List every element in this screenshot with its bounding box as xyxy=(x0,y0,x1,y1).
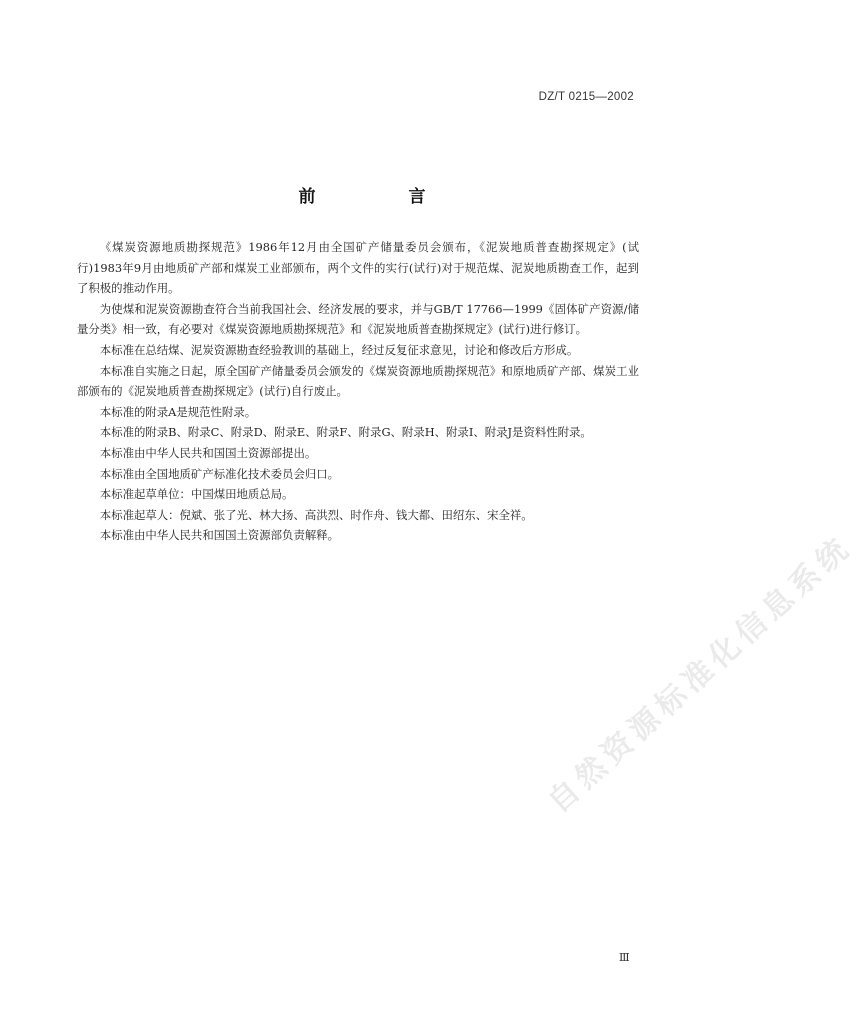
paragraph-history: 《煤炭资源地质勘探规范》1986年12月由全国矿产储量委员会颁布，《泥炭地质普查勘探规定》(试行)1983年9月由地质矿产部和煤炭工业部颁布，两个文件的实行(试行)对于规范煤、泥炭地质勘查工作，起到了积极的推动作用。 xyxy=(77,240,639,296)
foreword-body xyxy=(77,237,639,546)
watermark: 自然资源标准化信息系统 xyxy=(541,529,860,821)
paragraph-drafting-unit: 本标准起草单位：中国煤田地质总局。 xyxy=(99,487,294,502)
paragraph-normative-appendix: 本标准的附录A是规范性附录。 xyxy=(99,404,257,419)
paragraph-informative-appendices: 本标准的附录B、附录C、附录D、附录E、附录F、附录G、附录H、附录I、附录J是资料性附录。 xyxy=(99,425,592,440)
paragraph-administrator: 本标准由全国地质矿产标准化技术委员会归口。 xyxy=(99,466,340,481)
paragraph-proposer: 本标准由中华人民共和国国土资源部提出。 xyxy=(99,445,317,460)
paragraph-revision-purpose: 为使煤和泥炭资源勘查符合当前我国社会、经济发展的要求，并与GB/T 17766—1999《固体矿产资源/储量分类》相一致，有必要对《煤炭资源地质勘探规范》和《泥炭地质普查勘探规定》(试行)进行修订。 xyxy=(77,301,639,337)
paragraph-abolition: 本标准自实施之日起，原全国矿产储量委员会颁发的《煤炭资源地质勘探规范》和原地质矿产部、煤炭工业部颁布的《泥炭地质普查勘探规定》(试行)自行废止。 xyxy=(77,363,639,399)
page-title: 前 言 xyxy=(298,187,464,207)
paragraph-interpretation: 本标准由中华人民共和国国土资源部负责解释。 xyxy=(99,528,340,543)
paragraph-drafters: 本标准起草人：倪斌、张了光、林大扬、高洪烈、时作舟、钱大都、田绍东、宋全祥。 xyxy=(99,507,533,522)
page-number: Ⅲ xyxy=(619,952,630,964)
standard-code: DZ/T 0215—2002 xyxy=(538,91,634,103)
paragraph-formation: 本标准在总结煤、泥炭资源勘查经验教训的基础上，经过反复征求意见，讨论和修改后方形成。 xyxy=(99,342,579,357)
